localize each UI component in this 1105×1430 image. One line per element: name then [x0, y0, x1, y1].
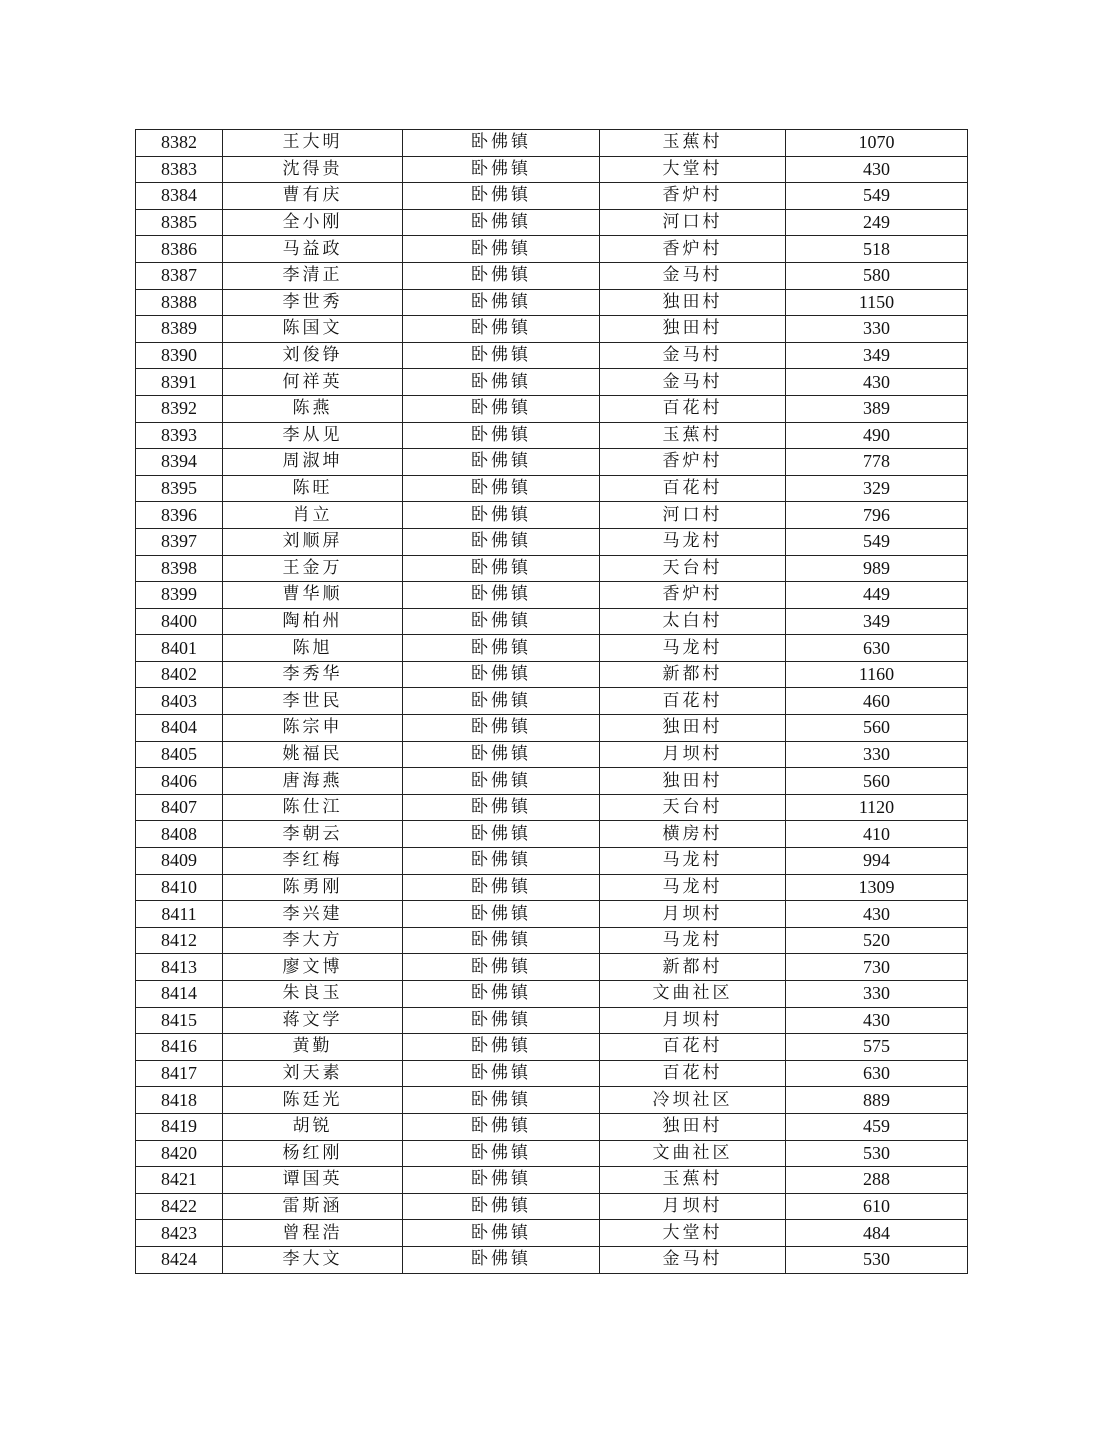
cell-village: 新都村	[600, 954, 786, 981]
cell-amount: 630	[786, 1060, 968, 1087]
table-row	[136, 1113, 968, 1140]
cell-id: 8395	[136, 475, 223, 502]
cell-id: 8389	[136, 316, 223, 343]
cell-name: 廖文博	[223, 954, 403, 981]
cell-village: 河口村	[600, 209, 786, 236]
cell-town: 卧佛镇	[403, 528, 600, 555]
cell-town: 卧佛镇	[403, 209, 600, 236]
cell-id: 8421	[136, 1167, 223, 1194]
cell-village: 独田村	[600, 768, 786, 795]
cell-village: 天台村	[600, 555, 786, 582]
cell-village: 香炉村	[600, 183, 786, 210]
cell-name: 刘俊铮	[223, 342, 403, 369]
cell-id: 8423	[136, 1220, 223, 1247]
cell-name: 陶柏州	[223, 608, 403, 635]
cell-town: 卧佛镇	[403, 821, 600, 848]
cell-name: 曹有庆	[223, 183, 403, 210]
cell-town: 卧佛镇	[403, 475, 600, 502]
cell-amount: 410	[786, 821, 968, 848]
cell-id: 8396	[136, 502, 223, 529]
cell-village: 独田村	[600, 316, 786, 343]
cell-village: 百花村	[600, 1034, 786, 1061]
cell-id: 8401	[136, 635, 223, 662]
cell-village: 香炉村	[600, 582, 786, 609]
cell-village: 金马村	[600, 342, 786, 369]
cell-amount: 610	[786, 1193, 968, 1220]
cell-name: 胡锐	[223, 1113, 403, 1140]
cell-village: 香炉村	[600, 236, 786, 263]
cell-id: 8384	[136, 183, 223, 210]
cell-town: 卧佛镇	[403, 262, 600, 289]
cell-name: 蒋文学	[223, 1007, 403, 1034]
cell-id: 8385	[136, 209, 223, 236]
cell-village: 玉蕉村	[600, 1167, 786, 1194]
cell-name: 陈勇刚	[223, 874, 403, 901]
cell-village: 月坝村	[600, 1193, 786, 1220]
cell-name: 杨红刚	[223, 1140, 403, 1167]
cell-name: 唐海燕	[223, 768, 403, 795]
cell-town: 卧佛镇	[403, 981, 600, 1008]
cell-village: 香炉村	[600, 449, 786, 476]
cell-town: 卧佛镇	[403, 582, 600, 609]
table-row	[136, 768, 968, 795]
table-row	[136, 555, 968, 582]
cell-village: 横房村	[600, 821, 786, 848]
table-row	[136, 1060, 968, 1087]
cell-town: 卧佛镇	[403, 874, 600, 901]
cell-amount: 349	[786, 342, 968, 369]
cell-id: 8386	[136, 236, 223, 263]
cell-village: 冷坝社区	[600, 1087, 786, 1114]
cell-village: 金马村	[600, 262, 786, 289]
cell-name: 李大方	[223, 927, 403, 954]
cell-name: 李从见	[223, 422, 403, 449]
cell-village: 金马村	[600, 369, 786, 396]
cell-name: 全小刚	[223, 209, 403, 236]
cell-amount: 1309	[786, 874, 968, 901]
cell-town: 卧佛镇	[403, 1140, 600, 1167]
table-row	[136, 528, 968, 555]
table-row	[136, 1167, 968, 1194]
table-row	[136, 422, 968, 449]
cell-village: 百花村	[600, 1060, 786, 1087]
cell-name: 陈旺	[223, 475, 403, 502]
cell-town: 卧佛镇	[403, 794, 600, 821]
cell-town: 卧佛镇	[403, 555, 600, 582]
table-row	[136, 130, 968, 157]
cell-town: 卧佛镇	[403, 688, 600, 715]
cell-amount: 520	[786, 927, 968, 954]
cell-id: 8388	[136, 289, 223, 316]
cell-name: 陈廷光	[223, 1087, 403, 1114]
table-row	[136, 741, 968, 768]
cell-village: 独田村	[600, 289, 786, 316]
cell-amount: 730	[786, 954, 968, 981]
cell-name: 肖立	[223, 502, 403, 529]
cell-village: 大堂村	[600, 156, 786, 183]
table-row	[136, 1007, 968, 1034]
cell-amount: 330	[786, 981, 968, 1008]
cell-town: 卧佛镇	[403, 1087, 600, 1114]
cell-id: 8419	[136, 1113, 223, 1140]
cell-name: 黄勤	[223, 1034, 403, 1061]
cell-amount: 459	[786, 1113, 968, 1140]
cell-id: 8397	[136, 528, 223, 555]
cell-name: 李世秀	[223, 289, 403, 316]
table-row	[136, 183, 968, 210]
cell-amount: 549	[786, 528, 968, 555]
cell-name: 曾程浩	[223, 1220, 403, 1247]
cell-town: 卧佛镇	[403, 156, 600, 183]
cell-village: 百花村	[600, 395, 786, 422]
cell-town: 卧佛镇	[403, 1113, 600, 1140]
cell-amount: 630	[786, 635, 968, 662]
cell-id: 8405	[136, 741, 223, 768]
cell-town: 卧佛镇	[403, 1060, 600, 1087]
cell-id: 8416	[136, 1034, 223, 1061]
cell-name: 陈旭	[223, 635, 403, 662]
cell-town: 卧佛镇	[403, 927, 600, 954]
cell-amount: 430	[786, 1007, 968, 1034]
table-row	[136, 821, 968, 848]
cell-town: 卧佛镇	[403, 1220, 600, 1247]
cell-amount: 889	[786, 1087, 968, 1114]
table-row	[136, 874, 968, 901]
cell-village: 马龙村	[600, 528, 786, 555]
cell-town: 卧佛镇	[403, 183, 600, 210]
cell-village: 月坝村	[600, 1007, 786, 1034]
cell-village: 马龙村	[600, 635, 786, 662]
cell-amount: 1160	[786, 661, 968, 688]
cell-village: 天台村	[600, 794, 786, 821]
table-row	[136, 715, 968, 742]
cell-id: 8392	[136, 395, 223, 422]
cell-name: 李兴建	[223, 901, 403, 928]
table-row	[136, 156, 968, 183]
cell-id: 8402	[136, 661, 223, 688]
cell-id: 8415	[136, 1007, 223, 1034]
cell-town: 卧佛镇	[403, 1034, 600, 1061]
cell-amount: 530	[786, 1140, 968, 1167]
cell-village: 金马村	[600, 1246, 786, 1273]
table-row	[136, 1034, 968, 1061]
cell-id: 8391	[136, 369, 223, 396]
cell-amount: 430	[786, 369, 968, 396]
cell-id: 8413	[136, 954, 223, 981]
cell-town: 卧佛镇	[403, 741, 600, 768]
cell-town: 卧佛镇	[403, 316, 600, 343]
cell-town: 卧佛镇	[403, 449, 600, 476]
cell-amount: 449	[786, 582, 968, 609]
cell-village: 月坝村	[600, 741, 786, 768]
cell-amount: 580	[786, 262, 968, 289]
cell-town: 卧佛镇	[403, 130, 600, 157]
table-row	[136, 635, 968, 662]
cell-id: 8424	[136, 1246, 223, 1273]
cell-id: 8407	[136, 794, 223, 821]
cell-name: 李秀华	[223, 661, 403, 688]
cell-village: 月坝村	[600, 901, 786, 928]
cell-town: 卧佛镇	[403, 715, 600, 742]
cell-village: 马龙村	[600, 848, 786, 875]
cell-town: 卧佛镇	[403, 901, 600, 928]
cell-amount: 460	[786, 688, 968, 715]
cell-amount: 389	[786, 395, 968, 422]
cell-town: 卧佛镇	[403, 395, 600, 422]
cell-amount: 490	[786, 422, 968, 449]
cell-id: 8412	[136, 927, 223, 954]
cell-village: 文曲社区	[600, 981, 786, 1008]
cell-name: 何祥英	[223, 369, 403, 396]
table-row	[136, 369, 968, 396]
cell-town: 卧佛镇	[403, 289, 600, 316]
cell-id: 8406	[136, 768, 223, 795]
cell-village: 太白村	[600, 608, 786, 635]
cell-name: 李大文	[223, 1246, 403, 1273]
cell-town: 卧佛镇	[403, 635, 600, 662]
cell-id: 8404	[136, 715, 223, 742]
cell-town: 卧佛镇	[403, 661, 600, 688]
cell-amount: 330	[786, 316, 968, 343]
cell-name: 李世民	[223, 688, 403, 715]
cell-town: 卧佛镇	[403, 768, 600, 795]
cell-name: 李朝云	[223, 821, 403, 848]
cell-town: 卧佛镇	[403, 954, 600, 981]
cell-amount: 560	[786, 715, 968, 742]
cell-name: 刘天素	[223, 1060, 403, 1087]
cell-village: 百花村	[600, 688, 786, 715]
cell-amount: 430	[786, 156, 968, 183]
cell-village: 独田村	[600, 1113, 786, 1140]
table-row	[136, 927, 968, 954]
cell-amount: 484	[786, 1220, 968, 1247]
table-row	[136, 395, 968, 422]
cell-village: 马龙村	[600, 927, 786, 954]
cell-name: 曹华顺	[223, 582, 403, 609]
cell-id: 8422	[136, 1193, 223, 1220]
table-row	[136, 502, 968, 529]
cell-amount: 430	[786, 901, 968, 928]
cell-town: 卧佛镇	[403, 848, 600, 875]
cell-id: 8383	[136, 156, 223, 183]
cell-village: 玉蕉村	[600, 422, 786, 449]
cell-name: 刘顺屏	[223, 528, 403, 555]
cell-amount: 329	[786, 475, 968, 502]
cell-amount: 518	[786, 236, 968, 263]
cell-town: 卧佛镇	[403, 1193, 600, 1220]
cell-id: 8411	[136, 901, 223, 928]
cell-town: 卧佛镇	[403, 1167, 600, 1194]
table-row	[136, 608, 968, 635]
cell-amount: 330	[786, 741, 968, 768]
cell-town: 卧佛镇	[403, 1246, 600, 1273]
cell-village: 百花村	[600, 475, 786, 502]
cell-amount: 560	[786, 768, 968, 795]
cell-id: 8408	[136, 821, 223, 848]
cell-id: 8403	[136, 688, 223, 715]
table-row	[136, 688, 968, 715]
table-row	[136, 316, 968, 343]
cell-id: 8409	[136, 848, 223, 875]
cell-name: 周淑坤	[223, 449, 403, 476]
cell-id: 8382	[136, 130, 223, 157]
cell-amount: 575	[786, 1034, 968, 1061]
cell-village: 玉蕉村	[600, 130, 786, 157]
cell-amount: 349	[786, 608, 968, 635]
cell-town: 卧佛镇	[403, 422, 600, 449]
table-row	[136, 794, 968, 821]
table-row	[136, 1220, 968, 1247]
table-row	[136, 954, 968, 981]
table-row	[136, 901, 968, 928]
table-row	[136, 1140, 968, 1167]
cell-id: 8420	[136, 1140, 223, 1167]
cell-name: 马益政	[223, 236, 403, 263]
table-row	[136, 981, 968, 1008]
cell-id: 8418	[136, 1087, 223, 1114]
table-row	[136, 661, 968, 688]
cell-id: 8400	[136, 608, 223, 635]
cell-amount: 1150	[786, 289, 968, 316]
cell-village: 文曲社区	[600, 1140, 786, 1167]
cell-amount: 994	[786, 848, 968, 875]
cell-name: 谭国英	[223, 1167, 403, 1194]
cell-name: 李红梅	[223, 848, 403, 875]
cell-village: 大堂村	[600, 1220, 786, 1247]
cell-name: 朱良玉	[223, 981, 403, 1008]
cell-name: 李清正	[223, 262, 403, 289]
cell-town: 卧佛镇	[403, 236, 600, 263]
cell-name: 姚福民	[223, 741, 403, 768]
cell-id: 8398	[136, 555, 223, 582]
cell-name: 陈燕	[223, 395, 403, 422]
cell-id: 8390	[136, 342, 223, 369]
table-row	[136, 475, 968, 502]
cell-village: 新都村	[600, 661, 786, 688]
cell-amount: 530	[786, 1246, 968, 1273]
cell-amount: 549	[786, 183, 968, 210]
cell-id: 8410	[136, 874, 223, 901]
cell-town: 卧佛镇	[403, 369, 600, 396]
table-row	[136, 209, 968, 236]
data-table	[135, 129, 968, 1274]
cell-id: 8414	[136, 981, 223, 1008]
table-row	[136, 582, 968, 609]
table-row	[136, 449, 968, 476]
cell-id: 8399	[136, 582, 223, 609]
cell-town: 卧佛镇	[403, 502, 600, 529]
table-body	[136, 130, 968, 1274]
cell-id: 8387	[136, 262, 223, 289]
cell-amount: 1070	[786, 130, 968, 157]
table-row	[136, 236, 968, 263]
table-row	[136, 1193, 968, 1220]
cell-id: 8394	[136, 449, 223, 476]
cell-id: 8417	[136, 1060, 223, 1087]
cell-village: 马龙村	[600, 874, 786, 901]
cell-amount: 989	[786, 555, 968, 582]
cell-name: 雷斯涵	[223, 1193, 403, 1220]
cell-town: 卧佛镇	[403, 342, 600, 369]
cell-town: 卧佛镇	[403, 1007, 600, 1034]
table-row	[136, 1087, 968, 1114]
cell-amount: 778	[786, 449, 968, 476]
table-row	[136, 342, 968, 369]
table-row	[136, 848, 968, 875]
cell-name: 陈国文	[223, 316, 403, 343]
table-row	[136, 289, 968, 316]
cell-amount: 249	[786, 209, 968, 236]
cell-amount: 1120	[786, 794, 968, 821]
cell-name: 王金万	[223, 555, 403, 582]
table-row	[136, 262, 968, 289]
cell-amount: 796	[786, 502, 968, 529]
cell-name: 陈仕江	[223, 794, 403, 821]
cell-amount: 288	[786, 1167, 968, 1194]
cell-name: 王大明	[223, 130, 403, 157]
cell-village: 河口村	[600, 502, 786, 529]
cell-village: 独田村	[600, 715, 786, 742]
cell-name: 陈宗申	[223, 715, 403, 742]
cell-town: 卧佛镇	[403, 608, 600, 635]
table-row	[136, 1246, 968, 1273]
cell-id: 8393	[136, 422, 223, 449]
cell-name: 沈得贵	[223, 156, 403, 183]
